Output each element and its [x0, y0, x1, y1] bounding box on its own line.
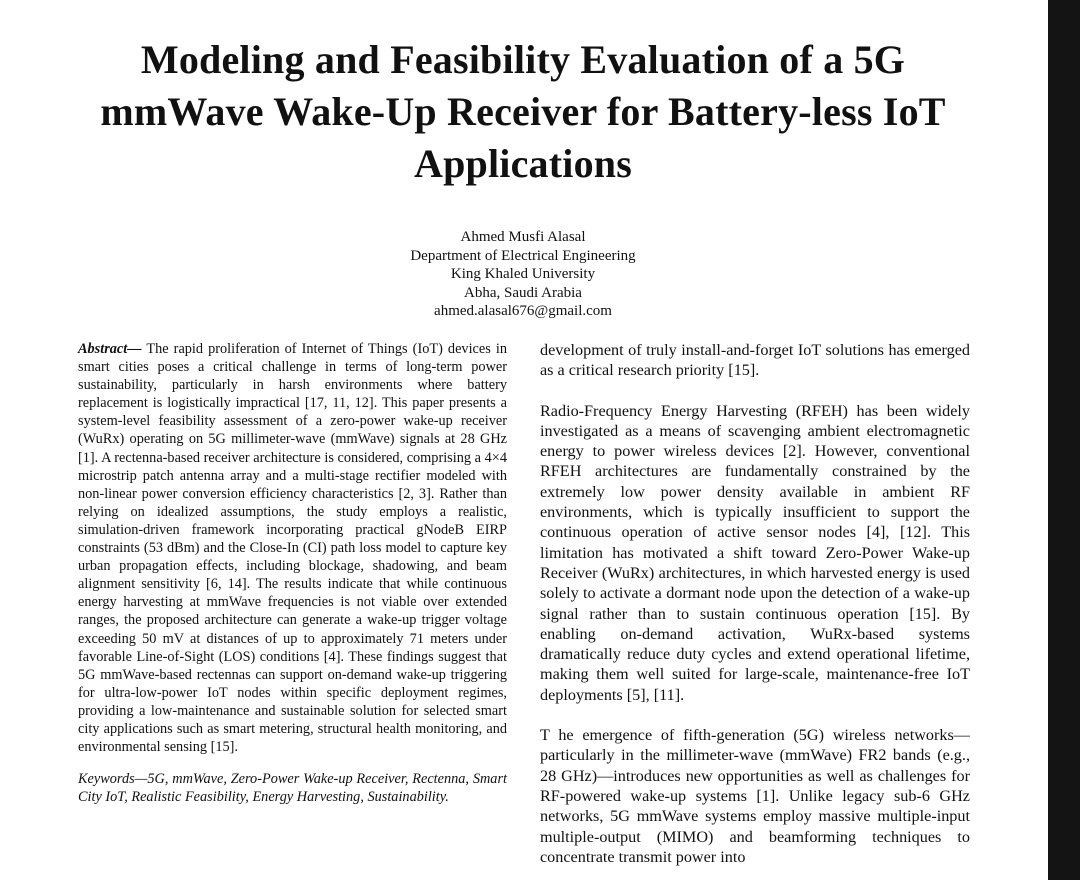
- author-department: Department of Electrical Engineering: [410, 247, 636, 264]
- body-paragraph: development of truly install-and-forget IoT solutions has emerged as a critical research priority [15].: [540, 341, 970, 380]
- title-line: Applications: [413, 141, 632, 186]
- viewer-edge-bar: [1048, 0, 1080, 880]
- abstract-dash: —: [127, 341, 142, 357]
- author-email: ahmed.alasal676@gmail.com: [434, 303, 612, 320]
- left-column: [78, 340, 507, 806]
- body-paragraph: Radio-Frequency Energy Harvesting (RFEH) has been widely investigated as a means of scavenging ambient electromagnetic energy to power wireless devices [2]. However, conventional RFEH architectures are fundamentally constrained by the extremely low power density available in ambient RF environments, which is typically insufficient to support the continuous operation of active sensor nodes [4], [12]. This limitation has motivated a shift toward Zero-Power Wake-up Receiver (WuRx) architectures, in which harvested energy is used solely to activate a dormant node upon the detection of a wake-up signal rather than to sustain continuous operation [15]. By enabling on-demand activation, WuRx-based systems dramatically reduce duty cycles and extend operational lifetime, making them well suited for large-scale, maintenance-free IoT deployments [5], [11].: [540, 401, 970, 704]
- keywords-paragraph: Keywords—5G, mmWave, Zero-Power Wake-up Receiver, Rectenna, Smart City IoT, Realistic Feasibility, Energy Harvesting, Sustainability.: [78, 771, 507, 806]
- author-university: King Khaled University: [450, 266, 596, 283]
- body-paragraph: T he emergence of fifth-generation (5G) wireless networks—particularly in the millimeter-wave (mmWave) FR2 bands (e.g., 28 GHz)—introduces new opportunities as well as challenges for RF-powered wake-up systems [1]. Unlike legacy sub-6 GHz networks, 5G mmWave systems employ massive multiple-input multiple-output (MIMO) and beamforming techniques to concentrate transmit power into: [540, 726, 970, 866]
- author-block: [250, 228, 796, 321]
- right-column: [540, 340, 970, 880]
- title-line: Modeling and Feasibility Evaluation of a 5G: [140, 37, 906, 82]
- abstract-paragraph: [78, 340, 507, 756]
- abstract-text: The rapid proliferation of Internet of Things (IoT) devices in smart cities poses a critical challenge in terms of long-term power sustainability, particularly in harsh environments where battery replacement is logistically impractical [17, 11, 12]. This paper presents a system-level feasibility assessment of a zero-power wake-up receiver (WuRx) operating on 5G millimeter-wave (mmWave) signals at 28 GHz [1]. A rectenna-based receiver architecture is considered, comprising a 4×4 microstrip patch antenna array and a multi-stage rectifier modeled with non-linear power conversion efficiency characteristics [2, 3]. Rather than relying on idealized assumptions, the study employs a realistic, simulation-driven framework incorporating practical gNodeB EIRP constraints (53 dBm) and the Close-In (CI) path loss model to capture key urban propagation effects, including blockage, shadowing, and beam alignment sensitivity [6, 14]. The results indicate that while continuous energy harvesting at mmWave frequencies is not viable over extended ranges, the proposed architecture can generate a wake-up trigger voltage exceeding 50 mV at distances of up to approximately 71 meters under favorable Line-of-Sight (LOS) conditions [4]. These findings suggest that 5G mmWave-based rectennas can support on-demand wake-up triggering for ultra-low-power IoT nodes within specific deployment regimes, providing a low-maintenance and sustainable solution for selected smart city applications such as smart metering, structural health monitoring, and environmental sensing [15].: [78, 341, 507, 756]
- paper-title: [40, 34, 1006, 190]
- abstract-label: Abstract: [78, 341, 128, 357]
- title-line: mmWave Wake-Up Receiver for Battery-less IoT: [100, 89, 946, 134]
- author-name: Ahmed Musfi Alasal: [460, 229, 586, 245]
- author-location: Abha, Saudi Arabia: [464, 284, 582, 301]
